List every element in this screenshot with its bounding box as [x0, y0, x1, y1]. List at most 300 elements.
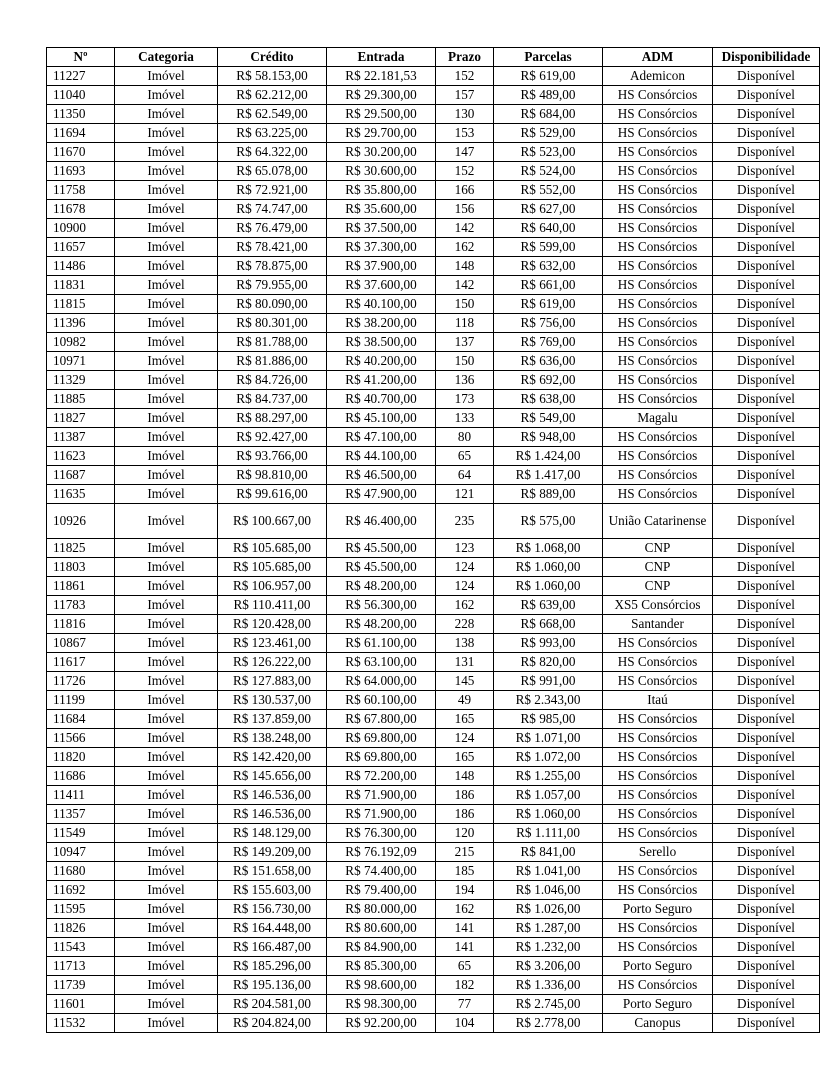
- cell-prazo: 166: [436, 181, 494, 200]
- cell-prazo: 65: [436, 447, 494, 466]
- cell-credito: R$ 195.136,00: [218, 976, 327, 995]
- cell-prazo: 215: [436, 843, 494, 862]
- cell-adm: HS Consórcios: [603, 314, 713, 333]
- cell-categoria: Imóvel: [115, 504, 218, 539]
- cell-parcelas: R$ 1.060,00: [494, 558, 603, 577]
- cell-disponibilidade: Disponível: [713, 672, 820, 691]
- cell-prazo: 148: [436, 257, 494, 276]
- cell-credito: R$ 80.301,00: [218, 314, 327, 333]
- cell-credito: R$ 185.296,00: [218, 957, 327, 976]
- cell-credito: R$ 105.685,00: [218, 539, 327, 558]
- cell-prazo: 137: [436, 333, 494, 352]
- cell-numero: 11692: [47, 881, 115, 900]
- cell-prazo: 124: [436, 558, 494, 577]
- cell-credito: R$ 130.537,00: [218, 691, 327, 710]
- cell-prazo: 124: [436, 577, 494, 596]
- cell-credito: R$ 142.420,00: [218, 748, 327, 767]
- cell-categoria: Imóvel: [115, 390, 218, 409]
- table-row: [47, 843, 820, 862]
- cell-categoria: Imóvel: [115, 143, 218, 162]
- cell-entrada: R$ 46.400,00: [327, 504, 436, 539]
- cell-adm: HS Consórcios: [603, 862, 713, 881]
- cell-prazo: 182: [436, 976, 494, 995]
- cell-disponibilidade: Disponível: [713, 881, 820, 900]
- cell-categoria: Imóvel: [115, 558, 218, 577]
- cell-adm: HS Consórcios: [603, 767, 713, 786]
- cell-adm: HS Consórcios: [603, 162, 713, 181]
- cell-entrada: R$ 30.200,00: [327, 143, 436, 162]
- table-row: [47, 691, 820, 710]
- cell-credito: R$ 98.810,00: [218, 466, 327, 485]
- table-row: [47, 428, 820, 447]
- cell-adm: HS Consórcios: [603, 447, 713, 466]
- cell-credito: R$ 105.685,00: [218, 558, 327, 577]
- cell-parcelas: R$ 1.068,00: [494, 539, 603, 558]
- cell-disponibilidade: Disponível: [713, 919, 820, 938]
- cell-adm: CNP: [603, 558, 713, 577]
- cell-parcelas: R$ 661,00: [494, 276, 603, 295]
- cell-disponibilidade: Disponível: [713, 276, 820, 295]
- cell-categoria: Imóvel: [115, 653, 218, 672]
- cell-disponibilidade: Disponível: [713, 767, 820, 786]
- table-row: [47, 862, 820, 881]
- cell-entrada: R$ 37.600,00: [327, 276, 436, 295]
- table-row: [47, 504, 820, 539]
- cell-credito: R$ 120.428,00: [218, 615, 327, 634]
- cell-entrada: R$ 76.192,09: [327, 843, 436, 862]
- cell-numero: 11601: [47, 995, 115, 1014]
- cell-credito: R$ 106.957,00: [218, 577, 327, 596]
- cell-disponibilidade: Disponível: [713, 390, 820, 409]
- cell-prazo: 123: [436, 539, 494, 558]
- cell-credito: R$ 155.603,00: [218, 881, 327, 900]
- table-row: [47, 881, 820, 900]
- cell-credito: R$ 79.955,00: [218, 276, 327, 295]
- cell-adm: HS Consórcios: [603, 333, 713, 352]
- cell-parcelas: R$ 1.046,00: [494, 881, 603, 900]
- cell-categoria: Imóvel: [115, 124, 218, 143]
- cell-entrada: R$ 37.900,00: [327, 257, 436, 276]
- cell-credito: R$ 84.726,00: [218, 371, 327, 390]
- cell-disponibilidade: Disponível: [713, 615, 820, 634]
- cell-categoria: Imóvel: [115, 371, 218, 390]
- cell-credito: R$ 80.090,00: [218, 295, 327, 314]
- cell-categoria: Imóvel: [115, 466, 218, 485]
- header-row: [47, 48, 820, 67]
- cell-prazo: 147: [436, 143, 494, 162]
- cell-entrada: R$ 69.800,00: [327, 729, 436, 748]
- cell-disponibilidade: Disponível: [713, 843, 820, 862]
- cell-prazo: 142: [436, 276, 494, 295]
- cell-credito: R$ 126.222,00: [218, 653, 327, 672]
- cell-categoria: Imóvel: [115, 995, 218, 1014]
- cell-credito: R$ 84.737,00: [218, 390, 327, 409]
- cell-credito: R$ 93.766,00: [218, 447, 327, 466]
- cell-numero: 11329: [47, 371, 115, 390]
- table-row: [47, 86, 820, 105]
- cell-parcelas: R$ 820,00: [494, 653, 603, 672]
- cell-entrada: R$ 45.100,00: [327, 409, 436, 428]
- cell-adm: Serello: [603, 843, 713, 862]
- cell-entrada: R$ 30.600,00: [327, 162, 436, 181]
- cell-numero: 11820: [47, 748, 115, 767]
- cell-parcelas: R$ 552,00: [494, 181, 603, 200]
- cell-disponibilidade: Disponível: [713, 805, 820, 824]
- cell-numero: 11678: [47, 200, 115, 219]
- table-row: [47, 900, 820, 919]
- cell-credito: R$ 110.411,00: [218, 596, 327, 615]
- cell-adm: HS Consórcios: [603, 105, 713, 124]
- cell-credito: R$ 204.824,00: [218, 1014, 327, 1033]
- cell-numero: 11635: [47, 485, 115, 504]
- cell-adm: Itaú: [603, 691, 713, 710]
- cell-entrada: R$ 38.500,00: [327, 333, 436, 352]
- cell-adm: HS Consórcios: [603, 238, 713, 257]
- table-row: [47, 596, 820, 615]
- cell-credito: R$ 145.656,00: [218, 767, 327, 786]
- cell-credito: R$ 62.212,00: [218, 86, 327, 105]
- cell-disponibilidade: Disponível: [713, 352, 820, 371]
- cell-parcelas: R$ 1.424,00: [494, 447, 603, 466]
- cell-categoria: Imóvel: [115, 672, 218, 691]
- cell-credito: R$ 148.129,00: [218, 824, 327, 843]
- cell-adm: HS Consórcios: [603, 634, 713, 653]
- cell-adm: CNP: [603, 539, 713, 558]
- cell-adm: HS Consórcios: [603, 124, 713, 143]
- cell-adm: HS Consórcios: [603, 219, 713, 238]
- cell-numero: 11680: [47, 862, 115, 881]
- cell-numero: 11693: [47, 162, 115, 181]
- cell-prazo: 64: [436, 466, 494, 485]
- table-row: [47, 257, 820, 276]
- cell-credito: R$ 92.427,00: [218, 428, 327, 447]
- cell-categoria: Imóvel: [115, 862, 218, 881]
- cell-parcelas: R$ 640,00: [494, 219, 603, 238]
- cell-adm: HS Consórcios: [603, 881, 713, 900]
- cell-credito: R$ 58.153,00: [218, 67, 327, 86]
- table-row: [47, 558, 820, 577]
- cell-parcelas: R$ 632,00: [494, 257, 603, 276]
- cell-adm: HS Consórcios: [603, 748, 713, 767]
- table-row: [47, 409, 820, 428]
- cell-prazo: 145: [436, 672, 494, 691]
- cell-numero: 11411: [47, 786, 115, 805]
- cell-credito: R$ 166.487,00: [218, 938, 327, 957]
- cell-entrada: R$ 98.300,00: [327, 995, 436, 1014]
- cell-parcelas: R$ 769,00: [494, 333, 603, 352]
- cell-adm: HS Consórcios: [603, 976, 713, 995]
- cell-numero: 11687: [47, 466, 115, 485]
- table-row: [47, 672, 820, 691]
- cell-adm: HS Consórcios: [603, 786, 713, 805]
- cell-credito: R$ 74.747,00: [218, 200, 327, 219]
- cell-disponibilidade: Disponível: [713, 1014, 820, 1033]
- table-row: [47, 352, 820, 371]
- cell-prazo: 104: [436, 1014, 494, 1033]
- cell-numero: 11827: [47, 409, 115, 428]
- cell-numero: 11831: [47, 276, 115, 295]
- cell-categoria: Imóvel: [115, 824, 218, 843]
- cell-prazo: 49: [436, 691, 494, 710]
- cell-numero: 11532: [47, 1014, 115, 1033]
- table-row: [47, 805, 820, 824]
- table-row: [47, 124, 820, 143]
- cell-prazo: 118: [436, 314, 494, 333]
- cell-credito: R$ 78.421,00: [218, 238, 327, 257]
- cell-numero: 10926: [47, 504, 115, 539]
- cell-disponibilidade: Disponível: [713, 729, 820, 748]
- cell-adm: Porto Seguro: [603, 957, 713, 976]
- cell-categoria: Imóvel: [115, 786, 218, 805]
- cell-prazo: 80: [436, 428, 494, 447]
- cell-prazo: 150: [436, 352, 494, 371]
- cell-adm: HS Consórcios: [603, 805, 713, 824]
- table-row: [47, 767, 820, 786]
- cell-credito: R$ 63.225,00: [218, 124, 327, 143]
- table-row: [47, 143, 820, 162]
- cell-prazo: 138: [436, 634, 494, 653]
- cell-prazo: 165: [436, 748, 494, 767]
- cell-disponibilidade: Disponível: [713, 824, 820, 843]
- cell-adm: HS Consórcios: [603, 143, 713, 162]
- table-row: [47, 67, 820, 86]
- cell-numero: 10982: [47, 333, 115, 352]
- cell-credito: R$ 78.875,00: [218, 257, 327, 276]
- cell-parcelas: R$ 889,00: [494, 485, 603, 504]
- cell-entrada: R$ 69.800,00: [327, 748, 436, 767]
- cell-categoria: Imóvel: [115, 577, 218, 596]
- cell-credito: R$ 81.788,00: [218, 333, 327, 352]
- cell-disponibilidade: Disponível: [713, 314, 820, 333]
- cell-disponibilidade: Disponível: [713, 333, 820, 352]
- cell-prazo: 142: [436, 219, 494, 238]
- cell-parcelas: R$ 991,00: [494, 672, 603, 691]
- cell-parcelas: R$ 985,00: [494, 710, 603, 729]
- cell-numero: 11684: [47, 710, 115, 729]
- table-row: [47, 615, 820, 634]
- table-row: [47, 390, 820, 409]
- cell-entrada: R$ 41.200,00: [327, 371, 436, 390]
- cell-entrada: R$ 40.700,00: [327, 390, 436, 409]
- cell-parcelas: R$ 1.232,00: [494, 938, 603, 957]
- cell-credito: R$ 137.859,00: [218, 710, 327, 729]
- cell-adm: HS Consórcios: [603, 257, 713, 276]
- cell-parcelas: R$ 2.745,00: [494, 995, 603, 1014]
- cell-categoria: Imóvel: [115, 691, 218, 710]
- cell-parcelas: R$ 1.071,00: [494, 729, 603, 748]
- cell-numero: 11815: [47, 295, 115, 314]
- cell-adm: Ademicon: [603, 67, 713, 86]
- cell-parcelas: R$ 2.343,00: [494, 691, 603, 710]
- cell-entrada: R$ 29.500,00: [327, 105, 436, 124]
- cell-disponibilidade: Disponível: [713, 466, 820, 485]
- cell-numero: 11396: [47, 314, 115, 333]
- cell-disponibilidade: Disponível: [713, 143, 820, 162]
- cell-entrada: R$ 40.100,00: [327, 295, 436, 314]
- cell-entrada: R$ 48.200,00: [327, 615, 436, 634]
- cell-numero: 11486: [47, 257, 115, 276]
- cell-entrada: R$ 37.300,00: [327, 238, 436, 257]
- table-row: [47, 238, 820, 257]
- cell-entrada: R$ 47.900,00: [327, 485, 436, 504]
- cell-disponibilidade: Disponível: [713, 634, 820, 653]
- cell-parcelas: R$ 523,00: [494, 143, 603, 162]
- cell-prazo: 173: [436, 390, 494, 409]
- cell-categoria: Imóvel: [115, 1014, 218, 1033]
- cell-categoria: Imóvel: [115, 900, 218, 919]
- table-row: [47, 371, 820, 390]
- cell-numero: 11816: [47, 615, 115, 634]
- cell-categoria: Imóvel: [115, 596, 218, 615]
- cell-numero: 11543: [47, 938, 115, 957]
- table-row: [47, 162, 820, 181]
- cell-prazo: 185: [436, 862, 494, 881]
- cell-categoria: Imóvel: [115, 200, 218, 219]
- cell-entrada: R$ 71.900,00: [327, 805, 436, 824]
- cell-disponibilidade: Disponível: [713, 786, 820, 805]
- cell-numero: 11040: [47, 86, 115, 105]
- cell-numero: 11739: [47, 976, 115, 995]
- cell-parcelas: R$ 948,00: [494, 428, 603, 447]
- cell-disponibilidade: Disponível: [713, 105, 820, 124]
- cell-entrada: R$ 98.600,00: [327, 976, 436, 995]
- cell-parcelas: R$ 2.778,00: [494, 1014, 603, 1033]
- cell-credito: R$ 81.886,00: [218, 352, 327, 371]
- cell-parcelas: R$ 3.206,00: [494, 957, 603, 976]
- header-prazo: Prazo: [436, 48, 494, 67]
- cell-disponibilidade: Disponível: [713, 691, 820, 710]
- cell-categoria: Imóvel: [115, 748, 218, 767]
- cell-entrada: R$ 84.900,00: [327, 938, 436, 957]
- header-credito: Crédito: [218, 48, 327, 67]
- cell-prazo: 194: [436, 881, 494, 900]
- cell-credito: R$ 123.461,00: [218, 634, 327, 653]
- table-row: [47, 786, 820, 805]
- cell-credito: R$ 99.616,00: [218, 485, 327, 504]
- cell-categoria: Imóvel: [115, 238, 218, 257]
- cell-prazo: 150: [436, 295, 494, 314]
- cell-disponibilidade: Disponível: [713, 957, 820, 976]
- table-row: [47, 539, 820, 558]
- cell-prazo: 152: [436, 67, 494, 86]
- cell-prazo: 124: [436, 729, 494, 748]
- table-row: [47, 447, 820, 466]
- cell-numero: 11758: [47, 181, 115, 200]
- cell-categoria: Imóvel: [115, 333, 218, 352]
- cell-numero: 11623: [47, 447, 115, 466]
- cell-entrada: R$ 35.600,00: [327, 200, 436, 219]
- cell-credito: R$ 149.209,00: [218, 843, 327, 862]
- cell-numero: 11549: [47, 824, 115, 843]
- cell-numero: 11726: [47, 672, 115, 691]
- cell-disponibilidade: Disponível: [713, 862, 820, 881]
- cell-parcelas: R$ 1.072,00: [494, 748, 603, 767]
- table-row: [47, 748, 820, 767]
- cell-numero: 11686: [47, 767, 115, 786]
- header-entrada: Entrada: [327, 48, 436, 67]
- cell-parcelas: R$ 1.057,00: [494, 786, 603, 805]
- header-adm: ADM: [603, 48, 713, 67]
- cell-numero: 10867: [47, 634, 115, 653]
- table-row: [47, 295, 820, 314]
- cell-disponibilidade: Disponível: [713, 238, 820, 257]
- cell-parcelas: R$ 668,00: [494, 615, 603, 634]
- cell-numero: 11826: [47, 919, 115, 938]
- cell-numero: 11861: [47, 577, 115, 596]
- cell-disponibilidade: Disponível: [713, 577, 820, 596]
- table-row: [47, 219, 820, 238]
- table-row: [47, 485, 820, 504]
- table-row: [47, 824, 820, 843]
- cell-prazo: 136: [436, 371, 494, 390]
- cell-categoria: Imóvel: [115, 919, 218, 938]
- cell-credito: R$ 100.667,00: [218, 504, 327, 539]
- cell-numero: 11566: [47, 729, 115, 748]
- cell-prazo: 148: [436, 767, 494, 786]
- cell-parcelas: R$ 619,00: [494, 67, 603, 86]
- table-row: [47, 938, 820, 957]
- cell-entrada: R$ 72.200,00: [327, 767, 436, 786]
- listing-sheet: [46, 47, 820, 1033]
- cell-disponibilidade: Disponível: [713, 200, 820, 219]
- cell-prazo: 141: [436, 919, 494, 938]
- cell-parcelas: R$ 993,00: [494, 634, 603, 653]
- cell-adm: CNP: [603, 577, 713, 596]
- cell-adm: HS Consórcios: [603, 390, 713, 409]
- cell-categoria: Imóvel: [115, 729, 218, 748]
- cell-adm: HS Consórcios: [603, 466, 713, 485]
- cell-parcelas: R$ 1.041,00: [494, 862, 603, 881]
- cell-parcelas: R$ 575,00: [494, 504, 603, 539]
- cell-prazo: 162: [436, 900, 494, 919]
- cell-adm: HS Consórcios: [603, 729, 713, 748]
- cell-credito: R$ 64.322,00: [218, 143, 327, 162]
- cell-credito: R$ 204.581,00: [218, 995, 327, 1014]
- cell-entrada: R$ 60.100,00: [327, 691, 436, 710]
- table-row: [47, 634, 820, 653]
- cell-disponibilidade: Disponível: [713, 124, 820, 143]
- cell-credito: R$ 127.883,00: [218, 672, 327, 691]
- cell-entrada: R$ 71.900,00: [327, 786, 436, 805]
- cell-parcelas: R$ 1.287,00: [494, 919, 603, 938]
- cell-adm: União Catarinense: [603, 504, 713, 539]
- cell-disponibilidade: Disponível: [713, 295, 820, 314]
- cell-entrada: R$ 79.400,00: [327, 881, 436, 900]
- cell-categoria: Imóvel: [115, 352, 218, 371]
- cell-prazo: 186: [436, 786, 494, 805]
- cell-entrada: R$ 74.400,00: [327, 862, 436, 881]
- cell-categoria: Imóvel: [115, 938, 218, 957]
- table-row: [47, 333, 820, 352]
- cell-parcelas: R$ 1.111,00: [494, 824, 603, 843]
- cell-adm: HS Consórcios: [603, 371, 713, 390]
- cell-parcelas: R$ 692,00: [494, 371, 603, 390]
- cell-numero: 11803: [47, 558, 115, 577]
- cell-disponibilidade: Disponível: [713, 938, 820, 957]
- cell-adm: HS Consórcios: [603, 181, 713, 200]
- cell-entrada: R$ 61.100,00: [327, 634, 436, 653]
- cell-disponibilidade: Disponível: [713, 976, 820, 995]
- cell-adm: HS Consórcios: [603, 86, 713, 105]
- cell-prazo: 165: [436, 710, 494, 729]
- cell-prazo: 156: [436, 200, 494, 219]
- cell-adm: Santander: [603, 615, 713, 634]
- cell-categoria: Imóvel: [115, 67, 218, 86]
- cell-disponibilidade: Disponível: [713, 181, 820, 200]
- cell-numero: 10900: [47, 219, 115, 238]
- cell-prazo: 162: [436, 238, 494, 257]
- cell-disponibilidade: Disponível: [713, 67, 820, 86]
